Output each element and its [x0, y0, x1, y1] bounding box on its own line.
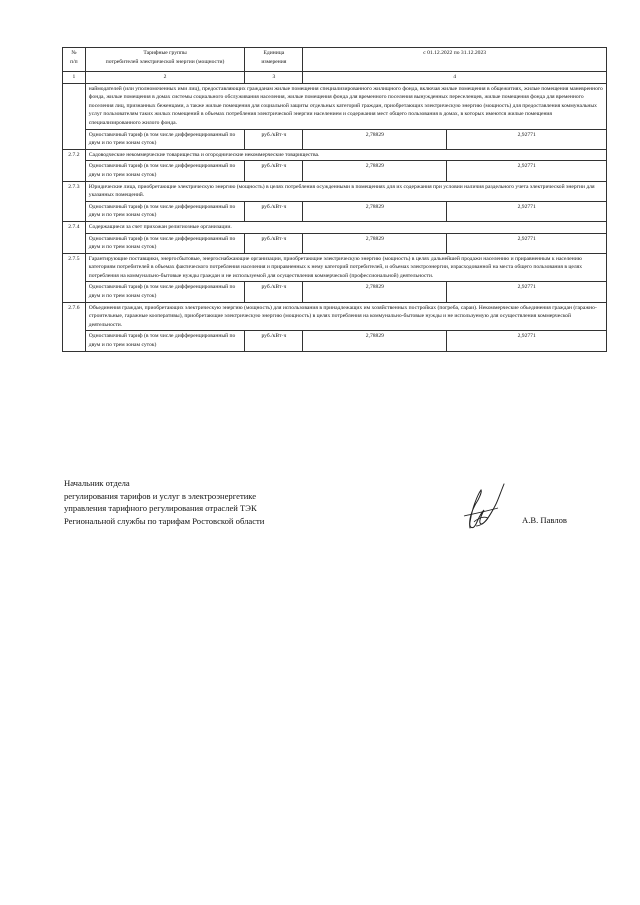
signer-name: А.В. Павлов — [522, 515, 567, 525]
rate-label: Одноставочный тариф (в том числе дифференцированный по двум и по трем зонам суток) — [85, 233, 245, 253]
rate-row — [63, 161, 607, 181]
value-1: 2,78829 — [303, 201, 447, 221]
signer-title-line-3: управления тарифного регулирования отраслей ТЭК — [64, 503, 257, 514]
value-2: 2,92771 — [447, 161, 607, 181]
value-2: 2,92771 — [447, 233, 607, 253]
table-row — [63, 253, 607, 282]
unit-label: руб./кВт·ч — [245, 282, 303, 302]
value-1: 2,78829 — [303, 233, 447, 253]
table-row — [63, 221, 607, 233]
signer-title-line-2: регулирования тарифов и услуг в электроэнергетике — [64, 490, 257, 501]
index-cell-1: 1 — [63, 72, 86, 84]
row-description: Объединения граждан, приобретающих электрическую энергию (мощность) для использования в принадлежащих им хозяйственных постройках (погреба, сараи). Некоммерческие объединения граждан (гаражно-строительные, гаражные кооперативы), приобретающие электрическую энергию (мощность) в целях потребления на коммунально-бытовые нужды и не используемую для осуществления коммерческой деятельности. — [85, 302, 606, 331]
row-number: 2.7.5 — [63, 253, 86, 302]
value-1: 2,78829 — [303, 129, 447, 149]
table-header-row — [63, 48, 607, 72]
continued-desc-row — [63, 83, 607, 129]
table-row — [63, 181, 607, 201]
rate-label: Одноставочный тариф (в том числе дифференцированный по двум и по трем зонам суток) — [85, 282, 245, 302]
tariff-table — [62, 47, 607, 352]
row-description: Содержащиеся за счет прихожан религиозные организации. — [85, 221, 606, 233]
unit-label: руб./кВт·ч — [245, 233, 303, 253]
row-description: Юридические лица, приобретающие электрическую энергию (мощность) в целях потребления осужденными в помещениях для их содержания при условии наличия раздельного учета электрической энергии для указанных помещений. — [85, 181, 606, 201]
value-1: 2,78829 — [303, 161, 447, 181]
continued-num — [63, 83, 86, 149]
rate-row — [63, 201, 607, 221]
index-row — [63, 72, 607, 84]
row-number: 2.7.4 — [63, 221, 86, 253]
value-2: 2,92771 — [447, 129, 607, 149]
row-number: 2.7.2 — [63, 149, 86, 181]
value-1: 2,78829 — [303, 331, 447, 351]
value-2: 2,92771 — [447, 201, 607, 221]
row-description: Садоводческие некоммерческие товарищества и огороднические некоммерческие товарищества. — [85, 149, 606, 161]
table-row — [63, 302, 607, 331]
row-description: Гарантирующие поставщики, энергосбытовые, энергоснабжающие организации, приобретающие электрическую энергию (мощность) в целях дальнейшей продажи населению и приравненным к населению категориям потребителей в объемах фактического потребления населения и приравненных к нему категорий потребителей, и объемах электроэнергии, израсходованной на места общего пользования в целях потребления на коммунально-бытовые нужды граждан и не используемой для осуществления коммерческой (профессиональной) деятельности. — [85, 253, 606, 282]
index-cell-2: 2 — [85, 72, 245, 84]
row-number: 2.7.3 — [63, 181, 86, 221]
unit-label: руб./кВт·ч — [245, 161, 303, 181]
rate-label: Одноставочный тариф (в том числе дифференцированный по двум и по трем зонам суток) — [85, 161, 245, 181]
continued-text: наймодателей (или уполномоченных ими лиц), предоставляющих гражданам жилые помещения специализированного жилищного фонда, включая жилые помещения в общежитиях, жилые помещения маневренного фонда, жилые помещения в домах системы социального обслуживания населения, жилые помещения фонда для временного поселения вынужденных переселенцев, жилые помещения фонда для временного поселения лиц, признанных беженцами, а также жилые помещения для социальной защиты отдельных категорий граждан, приобретающих электрическую энергию (мощность) для предоставления коммунальных услуг пользователям таких жилых помещений в объемах потребления электрической энергии населением и содержания мест общего пользования в домах, в которых имеются жилые помещения специализированного жилого фонда. — [85, 83, 606, 129]
index-cell-3: 3 — [245, 72, 303, 84]
rate-label: Одноставочный тариф (в том числе дифференцированный по двум и по трем зонам суток) — [85, 201, 245, 221]
unit-label: руб./кВт·ч — [245, 201, 303, 221]
unit-label: руб./кВт·ч — [245, 129, 303, 149]
index-cell-4: 4 — [303, 72, 607, 84]
tariff-page — [62, 47, 607, 352]
value-2: 2,92771 — [447, 331, 607, 351]
signer-title-line-1: Начальник отдела — [64, 478, 130, 488]
rate-label: Одноставочный тариф (в том числе дифференцированный по двум и по трем зонам суток) — [85, 331, 245, 351]
rate-row — [63, 282, 607, 302]
table-row — [63, 149, 607, 161]
row-number: 2.7.6 — [63, 302, 86, 351]
header-unit: Единица измерения — [245, 48, 303, 72]
header-num: № п/п — [63, 48, 86, 72]
value-1: 2,78829 — [303, 282, 447, 302]
continued-rate-row — [63, 129, 607, 149]
rate-row — [63, 331, 607, 351]
signer-title-line-4: Региональной службы по тарифам Ростовской области — [64, 515, 265, 526]
header-period: с 01.12.2022 по 31.12.2023 — [303, 48, 607, 72]
unit-label: руб./кВт·ч — [245, 331, 303, 351]
rate-label: Одноставочный тариф (в том числе дифференцированный по двум и по трем зонам суток) — [85, 129, 245, 149]
rate-row — [63, 233, 607, 253]
signature-block — [64, 477, 584, 527]
value-2: 2,92771 — [447, 282, 607, 302]
header-group: Тарифные группы потребителей электрической энергии (мощности) — [85, 48, 245, 72]
